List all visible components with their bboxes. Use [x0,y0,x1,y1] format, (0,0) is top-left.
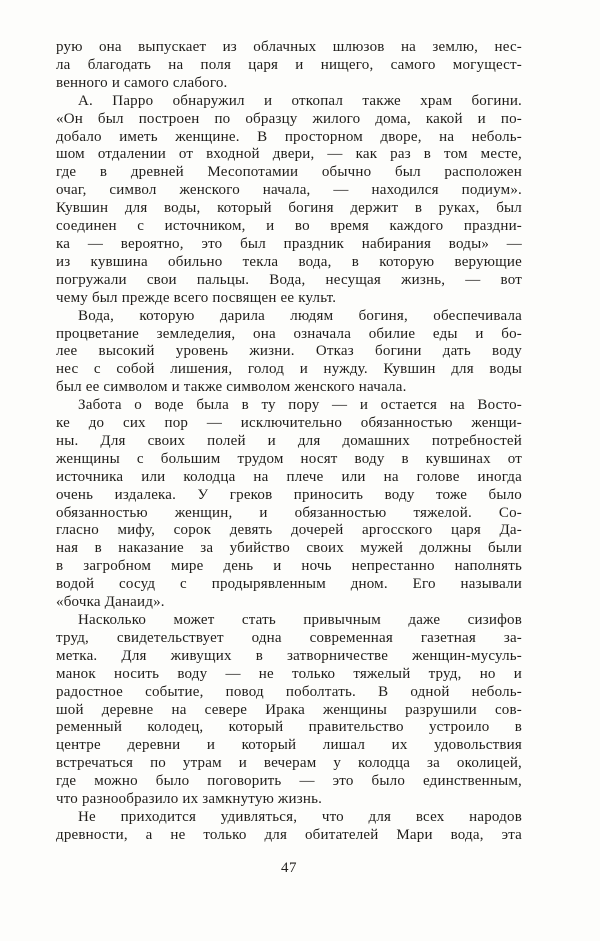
paragraph [56,397,522,612]
text-line: шой деревне на севере Ирака женщины разрушили сов- [56,701,522,718]
text-line: древности, а не только для обитателей Мари вода, эта [56,826,522,843]
text-line: венного и самого слабого. [56,74,228,91]
text-line: очаг, символ женского начала, — находился подиум». [56,182,522,199]
text-line: шом отдалении от входной двери, — как раз в том месте, [56,146,522,163]
text-line: женщины с большим трудом носят воду в кувшинах от [56,450,522,467]
text-line: метка. Для живущих в затворничестве женщин-мусуль- [56,647,522,664]
text-line: обязанностью женщин, и обязанностью тяжелой. Со- [56,504,522,521]
text-line: радостное событие, повод поболтать. В одной неболь- [56,683,522,700]
text-line: лее высокий уровень жизни. Отказ богини дать воду [56,343,522,360]
text-line: был ее символом и также символом женского начала. [56,379,407,396]
text-line: водой сосуд с продырявленным дном. Его называли [56,576,522,593]
text-line: центре деревни и который лишал их удовольствия [56,737,522,754]
paragraph [56,809,522,845]
text-line: ке до сих пор — исключительно обязанностью женщи- [56,415,522,432]
paragraph [56,93,522,308]
text-line: труд, свидетельствует одна современная газетная за- [56,629,522,646]
text-line: А. Парро обнаружил и откопал также храм богини. [78,92,522,109]
text-line: соединен с источником, и во время каждого праздни- [56,218,522,235]
text-line: где в древней Месопотамии обычно был расположен [56,164,522,181]
text-line: где можно было поговорить — это было единственным, [56,773,522,790]
text-line: источника или колодца на плече или на голове иногда [56,468,522,485]
text-line: ременный колодец, который правительство устроило в [56,719,522,736]
paragraph [56,39,522,93]
text-line: процветание земледелия, она означала обилие еды и бо- [56,325,522,342]
paragraph [56,612,522,809]
page-text [56,39,522,845]
text-line: Насколько может стать привычным даже сизифов [78,612,522,628]
paragraph [56,308,522,398]
text-line: «бочка Данаид». [56,594,165,611]
text-line: добало иметь женщине. В просторном дворе, на неболь- [56,128,522,145]
text-line: ны. Для своих полей и для домашних потребностей [56,432,522,449]
text-line: из кувшина обильно текла вода, в которую верующие [56,253,522,270]
text-line: Забота о воде была в ту пору — и остается на Восто- [78,397,522,414]
text-line: в загробном мире день и ночь непрестанно наполнять [56,558,522,575]
text-line: Вода, которую дарила людям богиня, обеспечивала [78,307,522,324]
text-line: ная в наказание за убийство своих мужей должны были [56,540,522,557]
text-line: нес с собой лишения, голод и нужду. Кувшин для воды [56,361,522,378]
text-line: ка — вероятно, это был праздник набирания воды» — [56,235,522,252]
text-line: ла благодать на поля царя и нищего, самого могущест- [56,56,522,73]
text-line: «Он был построен по образцу жилого дома, какой и по- [56,110,522,127]
text-line: погружали свои пальцы. Вода, несущая жизнь, — вот [56,271,522,288]
page-number: 47 [281,859,297,876]
text-line: манок носить воду — не только тяжелый труд, но и [56,665,522,682]
text-line: чему был прежде всего посвящен ее культ. [56,289,337,306]
text-line: рую она выпускает из облачных шлюзов на землю, нес- [56,39,522,55]
text-line: Кувшин для воды, который богиня держит в руках, был [56,200,522,217]
text-line: встречаться по утрам и вечерам у колодца за околицей, [56,755,522,772]
text-line: что разнообразило их замкнутую жизнь. [56,791,323,808]
text-line: гласно мифу, сорок девять дочерей аргосского царя Да- [56,522,522,539]
text-line: очень издалека. У греков приносить воду тоже было [56,486,522,503]
text-line: Не приходится удивляться, что для всех народов [78,808,522,825]
